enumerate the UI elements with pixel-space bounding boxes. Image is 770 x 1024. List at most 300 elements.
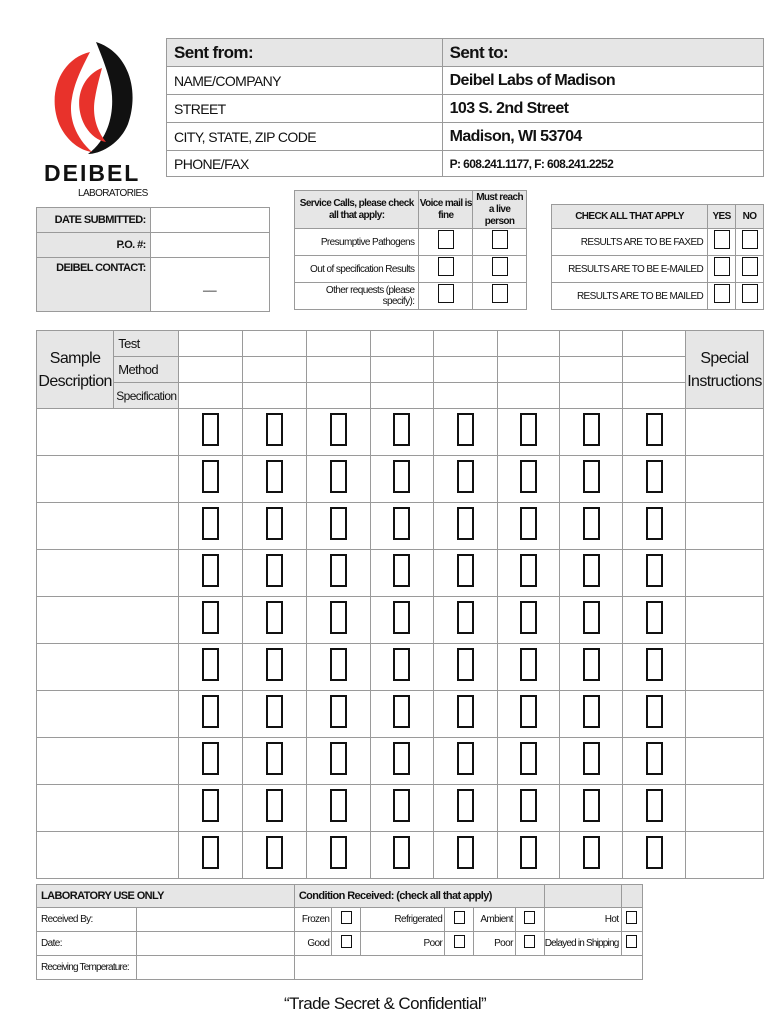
sample-row bbox=[37, 550, 764, 597]
test-checkbox[interactable] bbox=[393, 507, 410, 540]
out-of-spec-live-checkbox[interactable] bbox=[492, 257, 508, 276]
test-check-cell bbox=[560, 644, 623, 691]
date-submitted-field[interactable] bbox=[150, 208, 269, 233]
test-checkbox[interactable] bbox=[520, 695, 537, 728]
delayed-shipping-checkbox[interactable] bbox=[626, 935, 637, 948]
test-check-cell bbox=[179, 456, 243, 503]
test-checkbox[interactable] bbox=[393, 601, 410, 634]
test-checkbox[interactable] bbox=[202, 554, 219, 587]
test-check-cell bbox=[243, 503, 307, 550]
test-checkbox[interactable] bbox=[583, 507, 600, 540]
test-check-cell bbox=[307, 785, 371, 832]
test-checkbox[interactable] bbox=[393, 742, 410, 775]
results-faxed-label: RESULTS ARE TO BE FAXED bbox=[552, 229, 708, 256]
test-check-cell bbox=[370, 691, 433, 738]
test-check-cell bbox=[560, 409, 623, 456]
other-voicemail-checkbox[interactable] bbox=[438, 284, 454, 303]
test-checkbox[interactable] bbox=[202, 413, 219, 446]
emailed-yes-checkbox[interactable] bbox=[714, 257, 730, 276]
sample-row bbox=[37, 738, 764, 785]
out-of-spec-label: Out of specification Results bbox=[295, 256, 419, 283]
test-checkbox[interactable] bbox=[646, 648, 663, 681]
test-checkbox[interactable] bbox=[330, 507, 347, 540]
street-field[interactable]: STREET bbox=[167, 95, 443, 123]
hot-checkbox[interactable] bbox=[626, 911, 637, 924]
test-check-cell bbox=[497, 597, 560, 644]
test-checkbox[interactable] bbox=[393, 789, 410, 822]
test-checkbox[interactable] bbox=[520, 413, 537, 446]
emailed-no-checkbox[interactable] bbox=[742, 257, 758, 276]
deibel-swirl-icon bbox=[40, 38, 140, 158]
method-cell[interactable] bbox=[433, 357, 497, 383]
test-checkbox[interactable] bbox=[330, 742, 347, 775]
test-checkbox[interactable] bbox=[583, 742, 600, 775]
test-checkbox[interactable] bbox=[266, 413, 283, 446]
sample-row bbox=[37, 691, 764, 738]
method-cell[interactable] bbox=[370, 357, 433, 383]
test-checkbox[interactable] bbox=[202, 695, 219, 728]
results-delivery-table bbox=[551, 204, 764, 310]
test-check-cell bbox=[179, 738, 243, 785]
poor-label: Poor bbox=[361, 932, 445, 956]
test-check-cell bbox=[560, 691, 623, 738]
deibel-contact-label: DEIBEL CONTACT: bbox=[37, 258, 151, 312]
test-check-cell bbox=[560, 456, 623, 503]
test-checkbox[interactable] bbox=[520, 554, 537, 587]
test-check-cell bbox=[497, 832, 560, 879]
special-instructions-cell[interactable] bbox=[686, 550, 764, 597]
test-check-cell bbox=[370, 456, 433, 503]
test-check-cell bbox=[433, 503, 497, 550]
mailed-yes-checkbox[interactable] bbox=[714, 284, 730, 303]
city-state-zip-field[interactable]: CITY, STATE, ZIP CODE bbox=[167, 123, 443, 151]
test-check-cell bbox=[307, 597, 371, 644]
logo-name: DEIBEL bbox=[44, 160, 141, 186]
blank-cell bbox=[294, 956, 642, 980]
test-checkbox[interactable] bbox=[646, 554, 663, 587]
test-check-cell bbox=[179, 644, 243, 691]
sample-row bbox=[37, 597, 764, 644]
test-check-cell bbox=[307, 691, 371, 738]
other-requests-label: Other requests (please specify): bbox=[295, 283, 419, 310]
special-instructions-header bbox=[686, 331, 764, 409]
submission-info-table bbox=[36, 207, 270, 312]
test-check-cell bbox=[497, 785, 560, 832]
po-label: P.O. #: bbox=[37, 233, 151, 258]
sample-description-cell[interactable] bbox=[37, 550, 179, 597]
results-emailed-label: RESULTS ARE TO BE E-MAILED bbox=[552, 256, 708, 283]
test-check-cell bbox=[497, 550, 560, 597]
lab-use-header: LABORATORY USE ONLY bbox=[37, 885, 295, 908]
receiving-temp-field[interactable] bbox=[136, 956, 294, 980]
test-checkbox[interactable] bbox=[583, 648, 600, 681]
test-checkbox[interactable] bbox=[457, 554, 474, 587]
test-check-cell bbox=[370, 409, 433, 456]
test-checkbox[interactable] bbox=[330, 460, 347, 493]
test-checkbox[interactable] bbox=[583, 601, 600, 634]
address-table bbox=[166, 38, 764, 177]
test-check-cell bbox=[243, 691, 307, 738]
no-header: NO bbox=[736, 205, 764, 229]
test-check-cell bbox=[243, 738, 307, 785]
test-check-cell bbox=[560, 738, 623, 785]
date-submitted-label: DATE SUBMITTED: bbox=[37, 208, 151, 233]
test-check-cell bbox=[179, 503, 243, 550]
sample-row bbox=[37, 456, 764, 503]
delayed-shipping-label: Delayed in Shipping bbox=[544, 932, 621, 956]
special-instructions-cell[interactable] bbox=[686, 644, 764, 691]
poor-checkbox[interactable] bbox=[454, 935, 465, 948]
test-check-cell bbox=[623, 456, 686, 503]
test-checkbox[interactable] bbox=[520, 601, 537, 634]
test-check-cell bbox=[243, 785, 307, 832]
sample-grid bbox=[36, 330, 764, 879]
test-check-cell bbox=[623, 832, 686, 879]
test-checkbox[interactable] bbox=[266, 836, 283, 869]
test-checkbox[interactable] bbox=[266, 695, 283, 728]
test-checkbox[interactable] bbox=[202, 507, 219, 540]
test-cell[interactable] bbox=[243, 331, 307, 357]
special-header-line1: Special bbox=[700, 349, 749, 367]
test-check-cell bbox=[433, 597, 497, 644]
test-check-cell bbox=[179, 691, 243, 738]
header-spacer bbox=[544, 885, 621, 908]
test-checkbox[interactable] bbox=[202, 742, 219, 775]
test-checkbox[interactable] bbox=[457, 789, 474, 822]
test-checkbox[interactable] bbox=[393, 836, 410, 869]
test-checkbox[interactable] bbox=[583, 413, 600, 446]
test-check-cell bbox=[433, 550, 497, 597]
presumptive-live-checkbox[interactable] bbox=[492, 230, 508, 249]
test-checkbox[interactable] bbox=[520, 789, 537, 822]
test-checkbox[interactable] bbox=[393, 695, 410, 728]
service-calls-table bbox=[294, 190, 527, 310]
test-check-cell bbox=[307, 738, 371, 785]
test-checkbox[interactable] bbox=[646, 460, 663, 493]
test-row-label: Test bbox=[114, 331, 179, 357]
lab-use-table bbox=[36, 884, 643, 980]
test-check-cell bbox=[623, 738, 686, 785]
presumptive-pathogens-label: Presumptive Pathogens bbox=[295, 229, 419, 256]
special-instructions-cell[interactable] bbox=[686, 456, 764, 503]
sample-header-line2: Description bbox=[38, 372, 112, 390]
test-check-cell bbox=[623, 503, 686, 550]
test-checkbox[interactable] bbox=[330, 601, 347, 634]
test-checkbox[interactable] bbox=[583, 836, 600, 869]
hot-label: Hot bbox=[544, 908, 621, 932]
sent-from-header: Sent from: bbox=[167, 39, 443, 67]
test-checkbox[interactable] bbox=[266, 460, 283, 493]
test-checkbox[interactable] bbox=[393, 554, 410, 587]
test-check-cell bbox=[433, 785, 497, 832]
yes-header: YES bbox=[708, 205, 736, 229]
sample-description-cell[interactable] bbox=[37, 644, 179, 691]
voicemail-column-header: Voice mail is fine bbox=[419, 191, 473, 229]
test-checkbox[interactable] bbox=[457, 413, 474, 446]
test-checkbox[interactable] bbox=[520, 507, 537, 540]
test-checkbox[interactable] bbox=[646, 836, 663, 869]
ambient-checkbox[interactable] bbox=[524, 911, 535, 924]
test-checkbox[interactable] bbox=[646, 601, 663, 634]
test-cell[interactable] bbox=[179, 331, 243, 357]
test-check-cell bbox=[243, 409, 307, 456]
test-checkbox[interactable] bbox=[266, 507, 283, 540]
special-instructions-cell[interactable] bbox=[686, 409, 764, 456]
test-check-cell bbox=[623, 550, 686, 597]
test-checkbox[interactable] bbox=[583, 695, 600, 728]
test-checkbox[interactable] bbox=[457, 742, 474, 775]
test-checkbox[interactable] bbox=[393, 648, 410, 681]
sample-description-header bbox=[37, 331, 114, 409]
specification-cell[interactable] bbox=[623, 383, 686, 409]
test-check-cell bbox=[370, 550, 433, 597]
test-checkbox[interactable] bbox=[520, 460, 537, 493]
test-checkbox[interactable] bbox=[202, 836, 219, 869]
test-check-cell bbox=[370, 503, 433, 550]
test-checkbox[interactable] bbox=[646, 742, 663, 775]
sent-to-street: 103 S. 2nd Street bbox=[442, 95, 763, 123]
test-check-cell bbox=[370, 832, 433, 879]
test-checkbox[interactable] bbox=[266, 789, 283, 822]
sample-row bbox=[37, 832, 764, 879]
test-check-cell bbox=[623, 644, 686, 691]
special-instructions-cell[interactable] bbox=[686, 503, 764, 550]
test-check-cell bbox=[560, 832, 623, 879]
refrigerated-checkbox[interactable] bbox=[454, 911, 465, 924]
test-cell[interactable] bbox=[370, 331, 433, 357]
test-check-cell bbox=[370, 785, 433, 832]
test-check-cell bbox=[243, 597, 307, 644]
test-checkbox[interactable] bbox=[330, 836, 347, 869]
sample-description-cell[interactable] bbox=[37, 409, 179, 456]
test-check-cell bbox=[497, 409, 560, 456]
logo-subtitle: LABORATORIES bbox=[78, 188, 148, 199]
sample-row bbox=[37, 503, 764, 550]
test-check-cell bbox=[433, 832, 497, 879]
special-instructions-cell[interactable] bbox=[686, 832, 764, 879]
test-checkbox[interactable] bbox=[457, 460, 474, 493]
faxed-no-checkbox[interactable] bbox=[742, 230, 758, 249]
test-checkbox[interactable] bbox=[202, 789, 219, 822]
sample-description-cell[interactable] bbox=[37, 738, 179, 785]
test-cell[interactable] bbox=[560, 331, 623, 357]
test-check-cell bbox=[370, 738, 433, 785]
test-check-cell bbox=[179, 597, 243, 644]
test-check-cell bbox=[560, 550, 623, 597]
confidential-footer: “Trade Secret & Confidential” bbox=[283, 994, 487, 1013]
sample-description-cell[interactable] bbox=[37, 691, 179, 738]
test-checkbox[interactable] bbox=[457, 601, 474, 634]
special-instructions-cell[interactable] bbox=[686, 738, 764, 785]
specification-cell[interactable] bbox=[179, 383, 243, 409]
sample-description-cell[interactable] bbox=[37, 785, 179, 832]
test-check-cell bbox=[433, 409, 497, 456]
results-mailed-label: RESULTS ARE TO BE MAILED bbox=[552, 283, 708, 310]
specification-cell[interactable] bbox=[243, 383, 307, 409]
test-check-cell bbox=[497, 503, 560, 550]
specification-cell[interactable] bbox=[560, 383, 623, 409]
test-checkbox[interactable] bbox=[646, 507, 663, 540]
test-check-cell bbox=[179, 550, 243, 597]
test-checkbox[interactable] bbox=[202, 648, 219, 681]
test-checkbox[interactable] bbox=[330, 413, 347, 446]
test-check-cell bbox=[433, 456, 497, 503]
test-checkbox[interactable] bbox=[457, 836, 474, 869]
test-check-cell bbox=[623, 785, 686, 832]
test-check-cell bbox=[179, 409, 243, 456]
date-field[interactable] bbox=[136, 932, 294, 956]
sent-to-header: Sent to: bbox=[442, 39, 763, 67]
test-check-cell bbox=[307, 550, 371, 597]
test-checkbox[interactable] bbox=[330, 648, 347, 681]
test-checkbox[interactable] bbox=[457, 695, 474, 728]
test-check-cell bbox=[243, 456, 307, 503]
test-checkbox[interactable] bbox=[583, 460, 600, 493]
test-cell[interactable] bbox=[497, 331, 560, 357]
test-checkbox[interactable] bbox=[266, 742, 283, 775]
test-checkbox[interactable] bbox=[330, 789, 347, 822]
test-checkbox[interactable] bbox=[266, 554, 283, 587]
test-checkbox[interactable] bbox=[266, 648, 283, 681]
test-checkbox[interactable] bbox=[393, 460, 410, 493]
test-check-cell bbox=[307, 832, 371, 879]
test-check-cell bbox=[560, 503, 623, 550]
method-cell[interactable] bbox=[179, 357, 243, 383]
specification-cell[interactable] bbox=[433, 383, 497, 409]
special-header-line2: Instructions bbox=[687, 372, 762, 390]
test-cell[interactable] bbox=[623, 331, 686, 357]
sample-row bbox=[37, 409, 764, 456]
deibel-contact-field[interactable]: __ bbox=[150, 258, 269, 312]
test-checkbox[interactable] bbox=[457, 648, 474, 681]
test-check-cell bbox=[370, 597, 433, 644]
specification-cell[interactable] bbox=[497, 383, 560, 409]
test-checkbox[interactable] bbox=[646, 413, 663, 446]
test-check-cell bbox=[560, 785, 623, 832]
live-person-column-header: Must reach a live person bbox=[473, 191, 527, 229]
specification-row-label: Specification bbox=[114, 383, 179, 409]
receiving-temp-label: Receiving Temperature: bbox=[37, 956, 137, 980]
sample-row bbox=[37, 644, 764, 691]
specification-cell[interactable] bbox=[370, 383, 433, 409]
special-instructions-cell[interactable] bbox=[686, 597, 764, 644]
good-label: Good bbox=[294, 932, 332, 956]
ambient-label: Ambient bbox=[474, 908, 516, 932]
test-checkbox[interactable] bbox=[646, 789, 663, 822]
test-check-cell bbox=[370, 644, 433, 691]
method-cell[interactable] bbox=[560, 357, 623, 383]
test-check-cell bbox=[179, 785, 243, 832]
test-cell[interactable] bbox=[433, 331, 497, 357]
test-checkbox[interactable] bbox=[583, 554, 600, 587]
test-check-cell bbox=[307, 503, 371, 550]
refrigerated-label: Refrigerated bbox=[361, 908, 445, 932]
method-row-label: Method bbox=[114, 357, 179, 383]
test-check-cell bbox=[623, 691, 686, 738]
phone-fax-field[interactable]: PHONE/FAX bbox=[167, 151, 443, 177]
test-checkbox[interactable] bbox=[520, 648, 537, 681]
test-check-cell bbox=[497, 738, 560, 785]
service-calls-header: Service Calls, please check all that apply: bbox=[295, 191, 419, 229]
po-field[interactable] bbox=[150, 233, 269, 258]
test-check-cell bbox=[179, 832, 243, 879]
test-check-cell bbox=[307, 456, 371, 503]
condition-received-header: Condition Received: (check all that apply) bbox=[294, 885, 544, 908]
mailed-no-checkbox[interactable] bbox=[742, 284, 758, 303]
specification-cell[interactable] bbox=[307, 383, 371, 409]
test-check-cell bbox=[243, 550, 307, 597]
special-instructions-cell[interactable] bbox=[686, 785, 764, 832]
date-label: Date: bbox=[37, 932, 137, 956]
test-check-cell bbox=[243, 644, 307, 691]
test-checkbox[interactable] bbox=[393, 413, 410, 446]
test-check-cell bbox=[433, 644, 497, 691]
test-check-cell bbox=[433, 738, 497, 785]
test-cell[interactable] bbox=[307, 331, 371, 357]
sent-to-city: Madison, WI 53704 bbox=[442, 123, 763, 151]
test-checkbox[interactable] bbox=[583, 789, 600, 822]
sample-row bbox=[37, 785, 764, 832]
test-checkbox[interactable] bbox=[520, 836, 537, 869]
sent-to-phone: P: 608.241.1177, F: 608.241.2252 bbox=[442, 151, 763, 177]
test-check-cell bbox=[243, 832, 307, 879]
test-check-cell bbox=[623, 597, 686, 644]
test-check-cell bbox=[433, 691, 497, 738]
test-check-cell bbox=[497, 456, 560, 503]
sample-description-cell[interactable] bbox=[37, 832, 179, 879]
poor-label: Poor bbox=[474, 932, 516, 956]
test-check-cell bbox=[560, 597, 623, 644]
test-checkbox[interactable] bbox=[202, 601, 219, 634]
method-cell[interactable] bbox=[497, 357, 560, 383]
sample-description-cell[interactable] bbox=[37, 503, 179, 550]
sample-header-line1: Sample bbox=[49, 349, 101, 367]
test-check-cell bbox=[307, 409, 371, 456]
received-by-label: Received By: bbox=[37, 908, 137, 932]
check-all-header: CHECK ALL THAT APPLY bbox=[552, 205, 708, 229]
frozen-checkbox[interactable] bbox=[341, 911, 352, 924]
good-checkbox[interactable] bbox=[341, 935, 352, 948]
deibel-logo bbox=[40, 38, 148, 203]
test-check-cell bbox=[307, 644, 371, 691]
special-instructions-cell[interactable] bbox=[686, 691, 764, 738]
test-checkbox[interactable] bbox=[266, 601, 283, 634]
test-check-cell bbox=[497, 691, 560, 738]
method-cell[interactable] bbox=[307, 357, 371, 383]
header-spacer bbox=[621, 885, 642, 908]
test-checkbox[interactable] bbox=[202, 460, 219, 493]
test-checkbox[interactable] bbox=[520, 742, 537, 775]
test-checkbox[interactable] bbox=[330, 554, 347, 587]
poor-checkbox[interactable] bbox=[524, 935, 535, 948]
method-cell[interactable] bbox=[243, 357, 307, 383]
presumptive-voicemail-checkbox[interactable] bbox=[438, 230, 454, 249]
out-of-spec-voicemail-checkbox[interactable] bbox=[438, 257, 454, 276]
sent-to-name: Deibel Labs of Madison bbox=[442, 67, 763, 95]
other-live-checkbox[interactable] bbox=[492, 284, 508, 303]
faxed-yes-checkbox[interactable] bbox=[714, 230, 730, 249]
test-checkbox[interactable] bbox=[457, 507, 474, 540]
test-checkbox[interactable] bbox=[646, 695, 663, 728]
name-company-field[interactable]: NAME/COMPANY bbox=[167, 67, 443, 95]
test-check-cell bbox=[497, 644, 560, 691]
method-cell[interactable] bbox=[623, 357, 686, 383]
received-by-field[interactable] bbox=[136, 908, 294, 932]
frozen-label: Frozen bbox=[294, 908, 332, 932]
test-checkbox[interactable] bbox=[330, 695, 347, 728]
sample-description-cell[interactable] bbox=[37, 597, 179, 644]
sample-description-cell[interactable] bbox=[37, 456, 179, 503]
